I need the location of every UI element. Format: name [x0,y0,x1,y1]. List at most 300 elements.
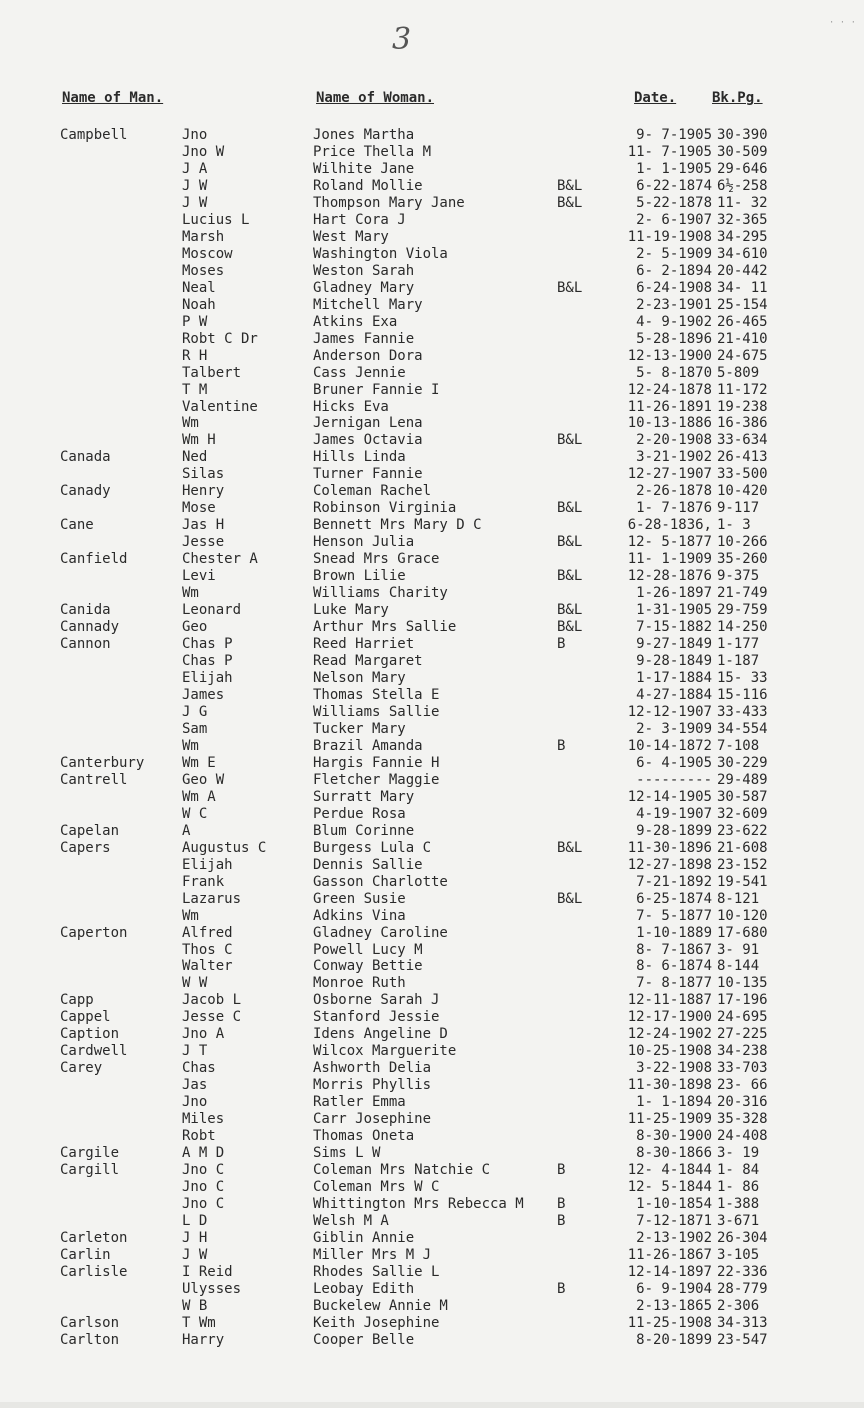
name-of-woman: Leobay Edith [313,1280,415,1297]
name-of-woman: Surratt Mary [313,788,415,805]
name-of-woman: Idens Angeline D [313,1026,448,1043]
book-page: 32-365 [717,211,768,228]
marriage-date: 2-26-1878 [636,483,712,500]
bond-license-note: B&L [557,500,583,517]
surname-of-man: Canterbury [60,754,145,771]
record-row [0,1128,864,1145]
record-row [0,382,864,399]
given-name-of-man: Jesse [182,534,225,551]
given-name-of-man: Ulysses [182,1280,242,1297]
book-page: 33-433 [717,703,768,720]
book-page: 30-390 [717,127,768,143]
record-row [0,602,864,619]
record-row [0,1179,864,1196]
record-row [0,1009,864,1026]
marriage-date: 11- 1-1909 [627,551,712,568]
marriage-date: 12-24-1878 [627,381,712,398]
bond-license-note: B&L [557,194,583,211]
book-page: 3- 91 [717,941,760,958]
marriage-date: 12-27-1907 [627,466,712,483]
given-name-of-man: Wm [182,907,199,924]
name-of-woman: Arthur Mrs Sallie [313,619,457,636]
book-page: 20-442 [717,262,768,279]
book-page: 2-306 [717,1297,760,1314]
record-row [0,1145,864,1162]
name-of-woman: Buckelew Annie M [313,1297,448,1314]
given-name-of-man: Jno C [182,1162,225,1179]
record-row [0,1196,864,1213]
marriage-date: 12-14-1905 [627,788,712,805]
given-name-of-man: Sam [182,720,208,737]
marriage-date: 12- 4-1844 [627,1162,712,1179]
name-of-woman: Monroe Ruth [313,975,406,992]
surname-of-man: Carlson [60,1314,120,1331]
bond-license-note: B [557,1280,566,1297]
record-row [0,1315,864,1332]
book-page: 11-172 [717,381,768,398]
name-of-woman: James Octavia [313,432,423,449]
record-row [0,636,864,653]
surname-of-man: Canfield [60,551,128,568]
book-page: 10-266 [717,534,768,551]
given-name-of-man: W W [182,975,208,992]
surname-of-man: Capers [60,839,111,856]
given-name-of-man: Marsh [182,228,225,245]
name-of-woman: Morris Phyllis [313,1077,432,1094]
book-page: 16-386 [717,415,768,432]
marriage-date: 9-27-1849 [636,636,712,653]
column-headers [0,90,864,110]
surname-of-man: Cannon [60,636,111,653]
record-row [0,178,864,195]
record-row [0,840,864,857]
given-name-of-man: Geo [182,619,208,636]
given-name-of-man: Wm [182,737,199,754]
surname-of-man: Carlton [60,1331,120,1348]
surname-of-man: Cargile [60,1145,120,1162]
name-of-woman: Thomas Stella E [313,686,440,703]
name-of-woman: Read Margaret [313,653,423,670]
given-name-of-man: Thos C [182,941,233,958]
marriage-date: 12- 5-1844 [627,1179,712,1196]
marriage-date: 10-25-1908 [627,1043,712,1060]
record-row [0,280,864,297]
record-row [0,449,864,466]
name-of-woman: Brazil Amanda [313,737,423,754]
book-page: 8-121 [717,890,760,907]
marriage-date: 9-28-1899 [636,822,712,839]
given-name-of-man: Wm [182,585,199,602]
name-of-woman: Anderson Dora [313,347,423,364]
name-of-woman: Keith Josephine [313,1314,440,1331]
given-name-of-man: Jno A [182,1026,225,1043]
book-page: 24-695 [717,1009,768,1026]
bond-license-note: B&L [557,839,583,856]
marriage-date: --------- [636,771,712,788]
name-of-woman: Gladney Mary [313,279,415,296]
record-row [0,789,864,806]
name-of-woman: Welsh M A [313,1213,389,1229]
marriage-date: 11-19-1908 [627,228,712,245]
record-row [0,127,864,144]
name-of-woman: Tucker Mary [313,720,406,737]
book-page: 14-250 [717,619,768,636]
book-page: 10-120 [717,907,768,924]
record-row [0,161,864,178]
marriage-date: 6-22-1874 [636,177,712,194]
record-row [0,891,864,908]
book-page: 21-608 [717,839,768,856]
bond-license-note: B&L [557,177,583,194]
name-of-woman: Nelson Mary [313,670,406,686]
book-page: 19-541 [717,873,768,890]
marriage-date: 5- 8-1870 [636,364,712,381]
marriage-date: 6- 2-1894 [636,262,712,279]
record-row [0,263,864,280]
name-of-woman: Wilhite Jane [313,160,415,177]
record-row [0,1213,864,1230]
given-name-of-man: Wm A [182,788,216,805]
name-of-woman: Gasson Charlotte [313,873,448,890]
surname-of-man: Campbell [60,127,128,143]
given-name-of-man: Lucius L [182,211,250,228]
given-name-of-man: Jesse C [182,1009,242,1026]
book-page: 32-609 [717,805,768,822]
given-name-of-man: J G [182,703,208,720]
name-of-woman: Osborne Sarah J [313,992,440,1009]
marriage-date: 12-13-1900 [627,347,712,364]
surname-of-man: Carlin [60,1246,111,1263]
marriage-date: 2-13-1902 [636,1229,712,1246]
record-row [0,908,864,925]
surname-of-man: Carlisle [60,1263,128,1280]
given-name-of-man: J H [182,1229,208,1246]
marriage-date: 7- 5-1877 [636,907,712,924]
given-name-of-man: Jas H [182,517,225,534]
book-page: 1- 86 [717,1179,760,1196]
name-of-woman: Bruner Fannie I [313,381,440,398]
marriage-date: 10-13-1886 [627,415,712,432]
given-name-of-man: R H [182,347,208,364]
marriage-date: 7-21-1892 [636,873,712,890]
record-row [0,483,864,500]
given-name-of-man: I Reid [182,1263,233,1280]
record-row [0,1060,864,1077]
bond-license-note: B [557,636,566,653]
marriage-date: 6-24-1908 [636,279,712,296]
marriage-date: 2- 3-1909 [636,720,712,737]
name-of-woman: Burgess Lula C [313,839,432,856]
marriage-date: 6-28-1836, [627,517,712,534]
record-row [0,568,864,585]
surname-of-man: Cane [60,517,94,534]
given-name-of-man: Elijah [182,670,233,686]
header-name-of-woman: Name of Woman. [316,90,435,106]
book-page: 28-779 [717,1280,768,1297]
name-of-woman: Perdue Rosa [313,805,406,822]
given-name-of-man: Noah [182,296,216,313]
record-row [0,1162,864,1179]
book-page: 17-680 [717,924,768,941]
marriage-date: 11-26-1891 [627,398,712,415]
page-number: 3 [392,22,412,57]
marriage-date: 7-15-1882 [636,619,712,636]
book-page: 1-388 [717,1196,760,1213]
marriage-date: 1-10-1854 [636,1196,712,1213]
name-of-woman: Bennett Mrs Mary D C [313,517,482,534]
surname-of-man: Capelan [60,822,120,839]
surname-of-man: Cappel [60,1009,111,1026]
record-row [0,314,864,331]
surname-of-man: Capp [60,992,94,1009]
marriage-date: 12-24-1902 [627,1026,712,1043]
book-page: 29-646 [717,160,768,177]
name-of-woman: Adkins Vina [313,907,406,924]
given-name-of-man: Wm E [182,754,216,771]
surname-of-man: Cannady [60,619,120,636]
marriage-date: 4-27-1884 [636,686,712,703]
book-page: 17-196 [717,992,768,1009]
name-of-woman: James Fannie [313,330,415,347]
record-row [0,500,864,517]
marriage-date: 3-21-1902 [636,449,712,466]
record-row [0,551,864,568]
name-of-woman: Wilcox Marguerite [313,1043,457,1060]
name-of-woman: Luke Mary [313,602,389,619]
given-name-of-man: Levi [182,568,216,585]
surname-of-man: Caption [60,1026,120,1043]
given-name-of-man: James [182,686,225,703]
name-of-woman: Gladney Caroline [313,924,448,941]
marriage-date: 12-28-1876 [627,568,712,585]
record-row [0,958,864,975]
marriage-date: 2- 6-1907 [636,211,712,228]
book-page: 19-238 [717,398,768,415]
record-row [0,466,864,483]
book-page: 20-316 [717,1094,768,1111]
name-of-woman: Rhodes Sallie L [313,1263,440,1280]
given-name-of-man: Leonard [182,602,242,619]
book-page: 1- 3 [717,517,751,534]
book-page: 5-809 [717,364,760,381]
given-name-of-man: A M D [182,1145,225,1162]
book-page: 21-410 [717,330,768,347]
record-row [0,1281,864,1298]
marriage-date: 12- 5-1877 [627,534,712,551]
book-page: 26-413 [717,449,768,466]
given-name-of-man: Robt C Dr [182,330,258,347]
given-name-of-man: T Wm [182,1314,216,1331]
surname-of-man: Cantrell [60,771,128,788]
name-of-woman: Blum Corinne [313,822,415,839]
given-name-of-man: Silas [182,466,225,483]
name-of-woman: Snead Mrs Grace [313,551,440,568]
given-name-of-man: W C [182,805,208,822]
record-row [0,1077,864,1094]
book-page: 23- 66 [717,1077,768,1094]
record-row [0,399,864,416]
name-of-woman: Powell Lucy M [313,941,423,958]
marriage-date: 6- 4-1905 [636,754,712,771]
record-row [0,1247,864,1264]
given-name-of-man: P W [182,313,208,330]
given-name-of-man: Chas [182,1060,216,1077]
record-row [0,1332,864,1349]
record-row [0,195,864,212]
bond-license-note: B&L [557,568,583,585]
surname-of-man: Canida [60,602,111,619]
corner-mark: · · · [828,18,856,28]
marriage-date: 7- 8-1877 [636,975,712,992]
name-of-woman: Hargis Fannie H [313,754,440,771]
book-page: 3-671 [717,1213,760,1229]
record-row [0,365,864,382]
name-of-woman: Henson Julia [313,534,415,551]
marriage-date: 5-28-1896 [636,330,712,347]
name-of-woman: Price Thella M [313,143,432,160]
book-page: 30-229 [717,754,768,771]
record-row [0,1111,864,1128]
marriage-date: 9-28-1849 [636,653,712,670]
marriage-date: 4-19-1907 [636,805,712,822]
given-name-of-man: Jno C [182,1196,225,1213]
given-name-of-man: Jno C [182,1179,225,1196]
book-page: 30-587 [717,788,768,805]
given-name-of-man: A [182,822,191,839]
record-row [0,687,864,704]
surname-of-man: Cardwell [60,1043,128,1060]
name-of-woman: Sims L W [313,1145,381,1162]
marriage-date: 11-25-1909 [627,1111,712,1128]
bond-license-note: B&L [557,432,583,449]
book-page: 33-634 [717,432,768,449]
book-page: 3-105 [717,1246,760,1263]
book-page: 35-260 [717,551,768,568]
given-name-of-man: J T [182,1043,208,1060]
marriage-date: 11-25-1908 [627,1314,712,1331]
book-page: 1-187 [717,653,760,670]
marriage-date: 1-17-1884 [636,670,712,686]
given-name-of-man: Miles [182,1111,225,1128]
name-of-woman: Reed Harriet [313,636,415,653]
given-name-of-man: J W [182,1246,208,1263]
marriage-date: 11-30-1896 [627,839,712,856]
given-name-of-man: J W [182,177,208,194]
name-of-woman: Atkins Exa [313,313,398,330]
book-page: 9-117 [717,500,760,517]
book-page: 15- 33 [717,670,768,686]
book-page: 23-622 [717,822,768,839]
bond-license-note: B&L [557,602,583,619]
name-of-woman: Hills Linda [313,449,406,466]
book-page: 11- 32 [717,194,768,211]
marriage-date: 11-30-1898 [627,1077,712,1094]
book-page: 10-420 [717,483,768,500]
name-of-woman: Jones Martha [313,127,415,143]
book-page: 34-295 [717,228,768,245]
book-page: 9-375 [717,568,760,585]
record-row [0,755,864,772]
record-row [0,229,864,246]
surname-of-man: Carleton [60,1229,128,1246]
record-row [0,144,864,161]
name-of-woman: Washington Viola [313,245,448,262]
name-of-woman: Cooper Belle [313,1331,415,1348]
name-of-woman: Thompson Mary Jane [313,194,465,211]
marriage-date: 5-22-1878 [636,194,712,211]
record-row [0,415,864,432]
bond-license-note: B [557,1213,566,1229]
given-name-of-man: Harry [182,1331,225,1348]
marriage-date: 2-23-1901 [636,296,712,313]
book-page: 24-675 [717,347,768,364]
given-name-of-man: Augustus C [182,839,267,856]
marriage-date: 10-14-1872 [627,737,712,754]
name-of-woman: Ratler Emma [313,1094,406,1111]
name-of-woman: Roland Mollie [313,177,423,194]
book-page: 23-152 [717,856,768,873]
marriage-date: 1-26-1897 [636,585,712,602]
record-row [0,738,864,755]
book-page: 34-313 [717,1314,768,1331]
book-page: 35-328 [717,1111,768,1128]
book-page: 23-547 [717,1331,768,1348]
record-row [0,212,864,229]
name-of-woman: Stanford Jessie [313,1009,440,1026]
book-page: 30-509 [717,143,768,160]
record-row [0,992,864,1009]
name-of-woman: Miller Mrs M J [313,1246,432,1263]
given-name-of-man: Valentine [182,398,258,415]
record-row [0,1043,864,1060]
record-row [0,925,864,942]
marriage-date: 2-20-1908 [636,432,712,449]
name-of-woman: Turner Fannie [313,466,423,483]
record-row [0,517,864,534]
book-page: 25-154 [717,296,768,313]
book-page: 15-116 [717,686,768,703]
name-of-woman: Coleman Mrs Natchie C [313,1162,491,1179]
name-of-woman: Hart Cora J [313,211,406,228]
name-of-woman: Mitchell Mary [313,296,423,313]
given-name-of-man: Moses [182,262,225,279]
record-row [0,806,864,823]
record-row [0,1026,864,1043]
marriage-date: 1- 1-1905 [636,160,712,177]
record-row [0,823,864,840]
surname-of-man: Canady [60,483,111,500]
book-page: 34-554 [717,720,768,737]
book-page: 1-177 [717,636,760,653]
name-of-woman: Coleman Mrs W C [313,1179,440,1196]
book-page: 1- 84 [717,1162,760,1179]
surname-of-man: Cargill [60,1162,120,1179]
record-row [0,619,864,636]
marriage-date: 4- 9-1902 [636,313,712,330]
record-row [0,1230,864,1247]
record-row [0,348,864,365]
page-bottom-edge [0,1402,864,1408]
name-of-woman: Williams Charity [313,585,448,602]
record-row [0,653,864,670]
marriage-date: 8- 7-1867 [636,941,712,958]
marriage-date: 12-27-1898 [627,856,712,873]
marriage-date: 1-10-1889 [636,924,712,941]
given-name-of-man: Jno [182,127,208,143]
name-of-woman: Thomas Oneta [313,1128,415,1145]
marriage-date: 2-13-1865 [636,1297,712,1314]
book-page: 34-238 [717,1043,768,1060]
